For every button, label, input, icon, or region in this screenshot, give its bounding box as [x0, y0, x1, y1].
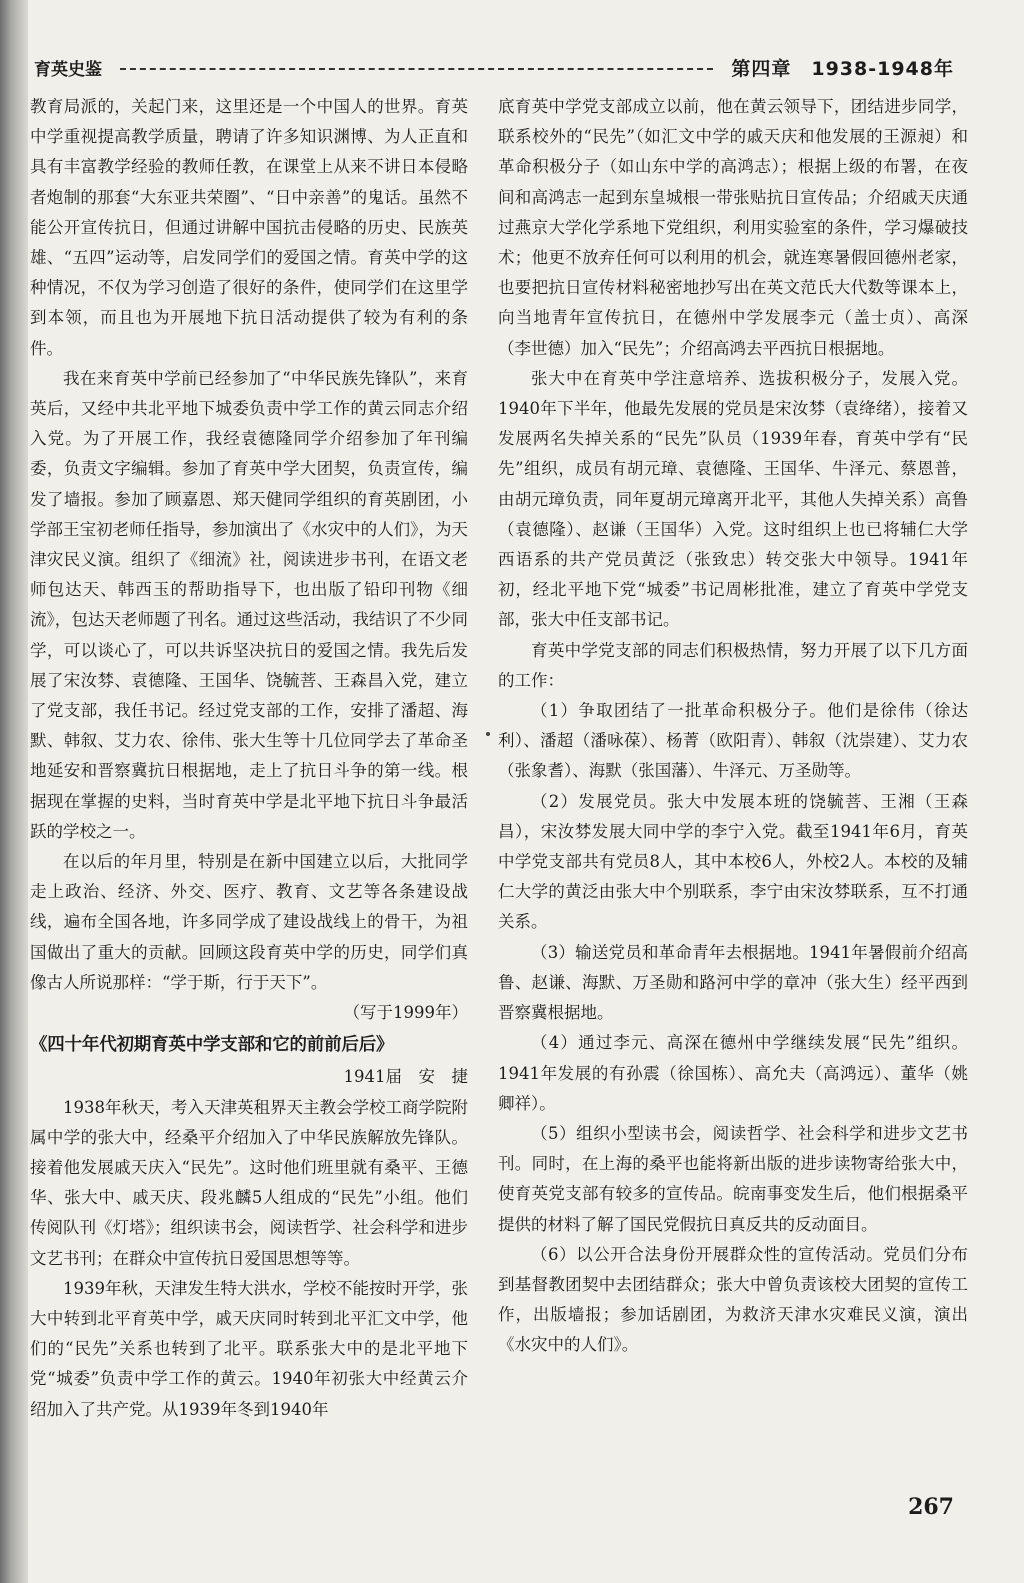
right-column [498, 92, 968, 1361]
paragraph: 张大中在育英中学注意培养、选拔积极分子，发展入党。1940年下半年，他最先发展的党员是宋汝棼（袁绛绪），接着又发展两名失掉关系的“民先”队员（1939年春，育英中学有“民先”组织，成员有胡元璋、袁德隆、王国华、牛泽元、蔡恩普，由胡元璋负责，同年夏胡元璋离开北平，其他人失掉关系）高鲁（袁德隆）、赵谦（王国华）入党。这时组织上也已将辅仁大学西语系的共产党员黄泛（张致忠）转交张大中领导。1941年初，经北平地下党“城委”书记周彬批准，建立了育英中学党支部，张大中任支部书记。 [498, 368, 968, 630]
article-title: 《四十年代初期育英中学支部和它的前前后后》 [30, 1035, 394, 1056]
paragraph: 育英中学党支部的同志们积极热情，努力开展了以下几方面的工作： [498, 640, 968, 690]
page-spine-shadow [0, 0, 28, 1583]
header-dashed-leader [120, 68, 713, 70]
list-item: （5）组织小型读书会，阅读哲学、社会科学和进步文艺书刊。同时，在上海的桑平也能将新出版的进步读物寄给张大中，使育英党支部有较多的宣传品。皖南事变发生后，他们根据桑平提供的材料了解了国民党假抗日真反共的反动面目。 [498, 1123, 968, 1234]
signature-line: （写于1999年） [343, 1003, 468, 1023]
paragraph: 教育局派的，关起门来，这里还是一个中国人的世界。育英中学重视提高教学质量，聘请了许多知识渊博、为人正直和具有丰富教学经验的教师任教，在课堂上从来不讲日本侵略者炮制的那套“大东亚共荣圈”、“日中亲善”的鬼话。虽然不能公开宣传抗日，但通过讲解中国抗击侵略的历史、民族英雄、“五四”运动等，启发同学们的爱国之情。育英中学的这种情况，不仅为学习创造了很好的条件，使同学们在这里学到本领，而且也为开展地下抗日活动提供了较为有利的条件。 [30, 97, 468, 358]
list-item: （6）以公开合法身份开展群众性的宣传活动。党员们分布到基督教团契中去团结群众；张大中曾负责该校大团契的宣传工作，出版墙报；参加话剧团，为救济天津水灾难民义演，演出《水灾中的人们》。 [498, 1244, 968, 1355]
page-number: 267 [908, 1494, 954, 1520]
running-header [34, 52, 954, 82]
chapter-title: 第四章 1938-1948年 [731, 57, 954, 80]
left-column [30, 92, 468, 1425]
list-item: （1）争取团结了一批革命积极分子。他们是徐伟（徐达利）、潘超（潘咏葆）、杨菁（欧阳青）、韩叙（沈崇建）、艾力农（张象耆）、海默（张国藩）、牛泽元、万圣勋等。 [498, 701, 968, 781]
list-item: （2）发展党员。张大中发展本班的饶毓菩、王湘（王森昌），宋汝棼发展大同中学的李宁入党。截至1941年6月，育英中学党支部共有党员8人，其中本校6人，外校2人。本校的及辅仁大学的黄泛由张大中个别联系，李宁由宋汝棼联系，互不打通关系。 [498, 791, 968, 932]
scan-speck [486, 732, 490, 736]
paragraph: 1939年秋，天津发生特大洪水，学校不能按时开学，张大中转到北平育英中学，戚天庆同时转到北平汇文中学，他们的“民先”关系也转到了北平。联系张大中的是北平地下党“城委”负责中学工作的黄云。1940年初张大中经黄云介绍加入了共产党。从1939年冬到1940年 [30, 1278, 468, 1419]
paragraph: 底育英中学党支部成立以前，他在黄云领导下，团结进步同学，联系校外的“民先”（如汇文中学的戚天庆和他发展的王源昶）和革命积极分子（如山东中学的高鸿志）；根据上级的布署，在夜间和高鸿志一起到东皇城根一带张贴抗日宣传品；介绍戚天庆通过燕京大学化学系地下党组织，利用实验室的条件，学习爆破技术；他更不放弃任何可以利用的机会，就连寒暑假回德州老家，也要把抗日宣传材料秘密地抄写出在英文范氏大代数等课本上，向当地青年宣传抗日，在德州中学发展李元（盖士贞）、高深（李世德）加入“民先”；介绍高鸿去平西抗日根据地。 [498, 97, 968, 358]
book-title: 育英史鉴 [34, 59, 102, 80]
paragraph: 1938年秋天，考入天津英租界天主教会学校工商学院附属中学的张大中，经桑平介绍加入了中华民族解放先锋队。接着他发展戚天庆入“民先”。这时他们班里就有桑平、王德华、张大中、戚天庆、段兆麟5人组成的“民先”小组。他们传阅队刊《灯塔》；组织读书会，阅读哲学、社会科学和进步文艺书刊；在群众中宣传抗日爱国思想等等。 [30, 1097, 468, 1268]
list-item: （3）输送党员和革命青年去根据地。1941年暑假前介绍高鲁、赵谦、海默、万圣勋和路河中学的章冲（张大生）经平西到晋察冀根据地。 [498, 942, 968, 1023]
list-item: （4）通过李元、高深在德州中学继续发展“民先”组织。1941年发展的有孙震（徐国栋）、高允夫（高鸿远）、董华（姚卿祥）。 [498, 1033, 968, 1113]
article-author: 1941届 安 捷 [343, 1067, 468, 1087]
paragraph: 我在来育英中学前已经参加了“中华民族先锋队”，来育英后，又经中共北平地下城委负责中学工作的黄云同志介绍入党。为了开展工作，我经袁德隆同学介绍参加了年刊编委，负责文字编辑。参加了育英中学大团契，负责宣传，编发了墙报。参加了顾嘉恩、郑天健同学组织的育英剧团，小学部王宝初老师任指导，参加演出了《水灾中的人们》，为天津灾民义演。组织了《细流》社，阅读进步书刊，在语文老师包达天、韩西玉的帮助指导下，也出版了铅印刊物《细流》，包达天老师题了刊名。通过这些活动，我结识了不少同学，可以谈心了，可以共诉坚决抗日的爱国之情。我先后发展了宋汝棼、袁德隆、王国华、饶毓菩、王森昌入党，建立了党支部，我任书记。经过党支部的工作，安排了潘超、海默、韩叙、艾力农、徐伟、张大生等十几位同学去了革命圣地延安和晋察冀抗日根据地，走上了抗日斗争的第一线。根据现在掌握的史料，当时育英中学是北平地下抗日斗争最活跃的学校之一。 [30, 368, 468, 841]
paragraph: 在以后的年月里，特别是在新中国建立以后，大批同学走上政治、经济、外交、医疗、教育、文艺等各条建设战线，遍布全国各地，许多同学成了建设战线上的骨干，为祖国做出了重大的贡献。回顾这段育英中学的历史，同学们真像古人所说那样：“学于斯，行于天下”。 [30, 852, 468, 992]
